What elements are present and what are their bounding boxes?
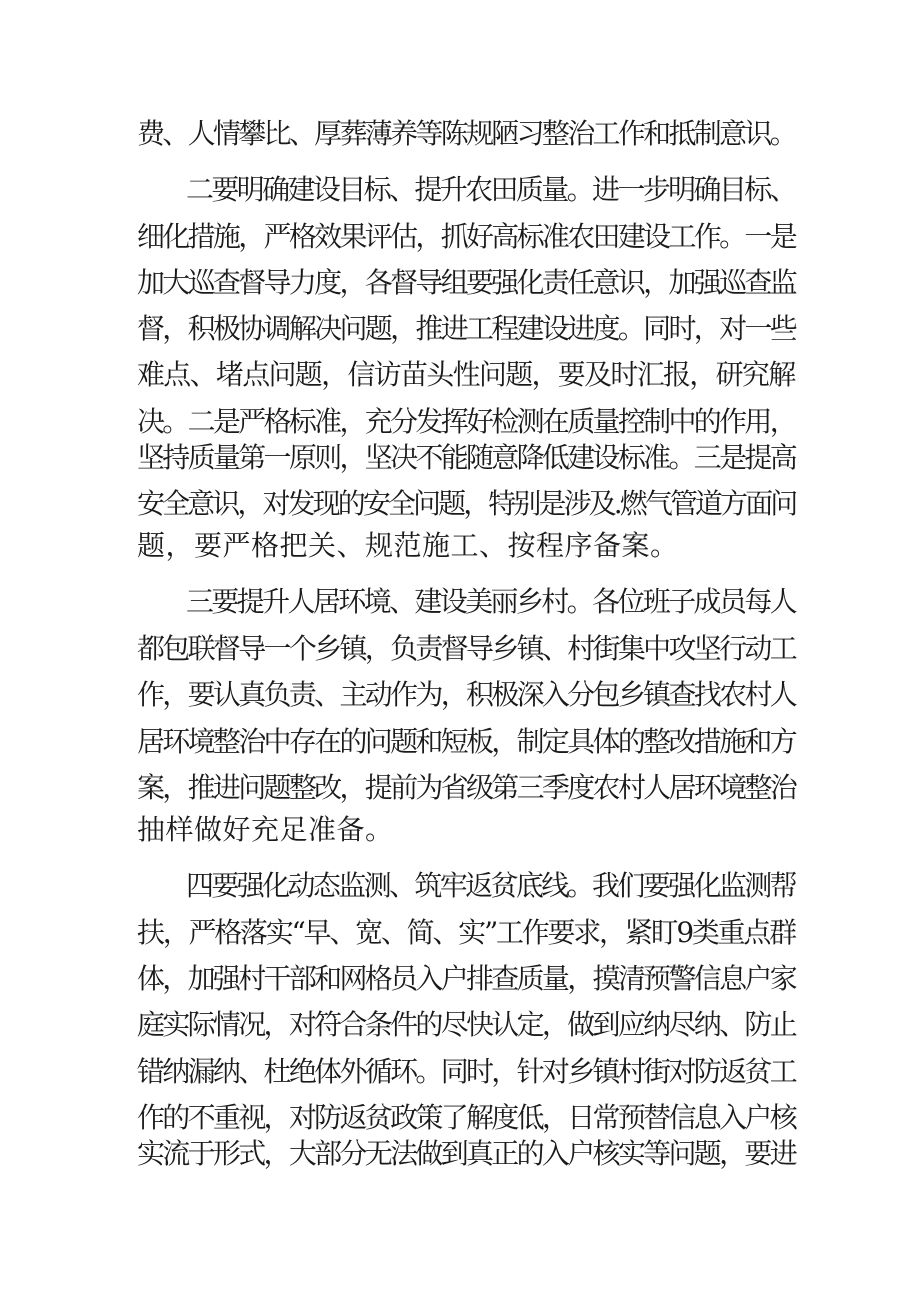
text-line: 作的不重视，对防返贫政策了解度低，日常预替信息入户核 xyxy=(137,1101,796,1134)
text-line: 扶，严格落实“早、宽、简、实”工作要求，紧盯9类重点群 xyxy=(137,916,795,949)
text-line: 决。二是严格标准，充分发挥好检测在质量控制中的作用， xyxy=(137,405,796,438)
text-line: 居环境整治中存在的问题和短板，制定具体的整改措施和方 xyxy=(137,725,796,758)
text-line: 四要强化动态监测、筑牢返贫底线。我们要强化监测帮 xyxy=(186,869,796,902)
text-line: 都包联督导一个乡镇，负责督导乡镇、村街集中攻坚行动工 xyxy=(137,632,796,665)
text-line: 庭实际情况，对符合条件的尽快认定，做到应纳尽纳、防止 xyxy=(137,1008,796,1041)
text-line: 抽样做好充足准备。 xyxy=(137,813,394,846)
text-line: 细化措施，严格效果评估，抓好高标准农田建设工作。一是 xyxy=(137,220,796,253)
text-line: 实流于形式，大部分无法做到真正的入户核实等问题，要进 xyxy=(137,1137,796,1170)
text-line: 错纳漏纳、杜绝体外循环。同时，针对乡镇村街对防返贫工 xyxy=(137,1055,796,1088)
text-line: 督，积极协调解决问题，推进工程建设进度。同时，对一些 xyxy=(137,312,796,345)
text-line: 坚持质量第一原则，坚决不能随意降低建设标准。三是提高 xyxy=(137,441,796,474)
text-line: 加大巡查督导力度，各督导组要强化责任意识，加强巡查监 xyxy=(137,266,796,299)
text-line: 体，加强村干部和网格员入户排查质量，摸清预警信息户家 xyxy=(137,962,796,995)
text-line: 三要提升人居环境、建设美丽乡村。各位班子成员每人 xyxy=(186,585,796,618)
text-line: 二要明确建设目标、提升农田质量。进一步明确目标、 xyxy=(186,173,796,206)
text-line: 安全意识，对发现的安全问题，特别是涉及.燃气管道方面问 xyxy=(137,487,796,520)
text-line: 难点、堵点问题，信访苗头性问题，要及时汇报，研究解 xyxy=(137,358,795,391)
text-line: 题，要严格把关、规范施工、按程序备案。 xyxy=(137,529,679,562)
text-line: 案，推进问题整改，提前为省级第三季度农村人居环境整治 xyxy=(137,771,796,804)
text-line: 费、人情攀比、厚葬薄养等陈规陋习整治工作和抵制意识。 xyxy=(137,117,796,150)
text-line: 作，要认真负责、主动作为，积极深入分包乡镇查找农村人 xyxy=(137,678,796,711)
